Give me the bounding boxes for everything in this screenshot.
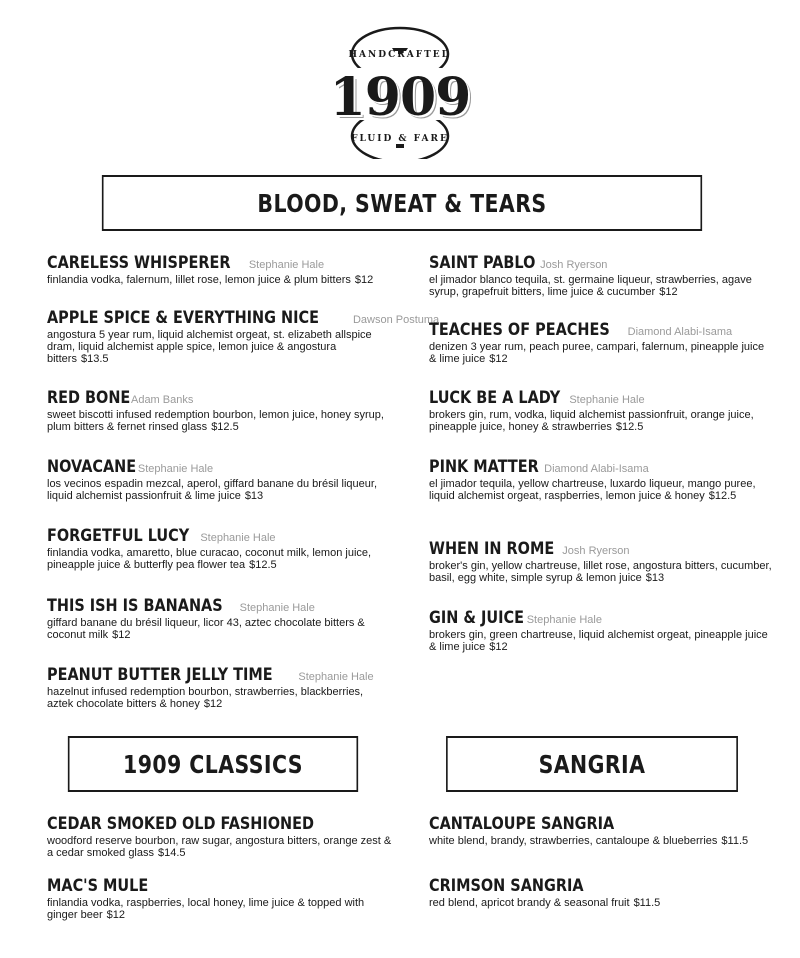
menu-item bbox=[429, 610, 774, 653]
item-desc: sweet biscotti infused redemption bourbon, lemon juice, honey syrup, plum bitters & fernet rinsed glass bbox=[47, 409, 384, 433]
logo-bottom-text: FLUID & FARE bbox=[351, 134, 449, 144]
menu-item bbox=[429, 878, 774, 909]
item-price: $12 bbox=[354, 274, 374, 286]
item-author: Stephanie Hale bbox=[239, 602, 315, 614]
item-price: $13 bbox=[244, 490, 264, 502]
item-author: Stephanie Hale bbox=[569, 394, 645, 406]
item-author: Dawson Postuma bbox=[352, 314, 440, 326]
item-price: $12 bbox=[112, 629, 131, 641]
menu-item bbox=[47, 528, 392, 571]
menu-item bbox=[47, 816, 392, 859]
menu-item bbox=[429, 322, 774, 365]
item-desc: los vecinos espadin mezcal, aperol, giffard banane du brésil liqueur, liquid alchemist passionfruit & lime juice bbox=[47, 478, 377, 502]
item-author: Diamond Alabi-Isama bbox=[627, 326, 733, 338]
menu-item bbox=[429, 816, 774, 847]
item-name: CARELESS WHISPERER bbox=[47, 253, 231, 273]
item-author: Stephanie Hale bbox=[526, 614, 602, 626]
item-author: Diamond Alabi-Isama bbox=[544, 463, 649, 475]
menu-item bbox=[47, 308, 440, 365]
cleaver-icon bbox=[396, 144, 404, 148]
section-banner-sangria bbox=[446, 736, 738, 792]
item-price: $11.5 bbox=[721, 835, 749, 847]
item-author: Stephanie Hale bbox=[200, 532, 276, 544]
item-price: $12 bbox=[203, 698, 223, 710]
menu-item bbox=[429, 390, 774, 433]
item-desc: broker's gin, yellow chartreuse, lillet rose, angostura bitters, cucumber, basil, egg white, simple syrup & lemon juice bbox=[429, 560, 772, 584]
item-desc: finlandia vodka, falernum, lillet rose, lemon juice & plum bitters bbox=[47, 274, 351, 286]
item-desc: denizen 3 year rum, peach puree, campari, falernum, pineapple juice & lime juice bbox=[429, 341, 765, 365]
menu-item bbox=[429, 459, 774, 502]
item-desc: finlandia vodka, raspberries, local honey, lime juice & topped with ginger beer bbox=[47, 897, 365, 921]
menu-item bbox=[47, 390, 392, 433]
menu-item bbox=[47, 667, 392, 710]
item-price: $12.5 bbox=[249, 559, 277, 571]
item-desc: white blend, brandy, strawberries, cantaloupe & blueberries bbox=[429, 835, 718, 847]
item-name: CEDAR SMOKED OLD FASHIONED bbox=[47, 814, 315, 834]
section-title: BLOOD, SWEAT & TEARS bbox=[257, 188, 547, 218]
item-price: $11.5 bbox=[633, 897, 661, 909]
item-desc: angostura 5 year rum, liquid alchemist orgeat, st. elizabeth allspice dram, liquid alchemist apple spice, lemon juice & angostura bitters bbox=[47, 329, 372, 365]
item-name: CRIMSON SANGRIA bbox=[429, 876, 584, 896]
item-price: $12 bbox=[106, 909, 126, 921]
item-desc: woodford reserve bourbon, raw sugar, angostura bitters, orange zest & a cedar smoked glass bbox=[47, 835, 392, 859]
section-banner-classics bbox=[68, 736, 358, 792]
logo-top-text: HANDCRAFTED bbox=[348, 50, 452, 60]
item-price: $12.5 bbox=[708, 490, 737, 502]
item-price: $12 bbox=[489, 641, 508, 653]
item-name: MAC'S MULE bbox=[47, 876, 149, 896]
item-name: WHEN IN ROME bbox=[429, 539, 555, 559]
section-title: 1909 CLASSICS bbox=[123, 749, 303, 779]
menu-item bbox=[47, 878, 392, 921]
item-price: $13.5 bbox=[80, 353, 109, 365]
item-author: Stephanie Hale bbox=[137, 463, 214, 475]
menu-item bbox=[47, 598, 392, 641]
item-price: $12 bbox=[659, 286, 678, 298]
item-desc: red blend, apricot brandy & seasonal fruit bbox=[429, 897, 630, 909]
item-name: LUCK BE A LADY bbox=[429, 388, 561, 408]
item-price: $12.5 bbox=[615, 421, 644, 433]
item-name: RED BONE bbox=[47, 388, 131, 408]
item-desc: el jimador blanco tequila, st. germaine liqueur, strawberries, agave syrup, grapefruit bitters, lime juice & cucumber bbox=[429, 274, 752, 298]
item-name: CANTALOUPE SANGRIA bbox=[429, 814, 615, 834]
logo bbox=[320, 24, 480, 159]
menu-item bbox=[47, 255, 392, 286]
item-name: GIN & JUICE bbox=[429, 608, 524, 628]
item-author: Josh Ryerson bbox=[562, 545, 630, 557]
item-desc: finlandia vodka, amaretto, blue curacao, coconut milk, lemon juice, pineapple juice & butterfly pea flower tea bbox=[47, 547, 372, 571]
item-desc: hazelnut infused redemption bourbon, strawberries, blackberries, aztek chocolate bitters & honey bbox=[47, 686, 364, 710]
item-author: Adam Banks bbox=[130, 394, 194, 406]
item-name: SAINT PABLO bbox=[429, 253, 536, 273]
menu-item bbox=[429, 541, 774, 584]
item-desc: giffard banane du brésil liqueur, licor 43, aztec chocolate bitters & coconut milk bbox=[47, 617, 365, 641]
item-name: PINK MATTER bbox=[429, 457, 539, 477]
item-price: $12.5 bbox=[211, 421, 239, 433]
item-name: APPLE SPICE & EVERYTHING NICE bbox=[47, 308, 319, 328]
item-name: TEACHES OF PEACHES bbox=[429, 320, 610, 340]
item-desc: brokers gin, green chartreuse, liquid alchemist orgeat, pineapple juice & lime juice bbox=[429, 629, 768, 653]
item-author: Stephanie Hale bbox=[298, 671, 374, 683]
item-price: $12 bbox=[489, 353, 508, 365]
item-desc: el jimador tequila, yellow chartreuse, luxardo liqueur, mango puree, liquid alchemist orgeat, raspberries, lemon juice & honey bbox=[429, 478, 756, 502]
menu-item bbox=[429, 255, 774, 298]
item-name: NOVACANE bbox=[47, 457, 137, 477]
item-price: $14.5 bbox=[158, 847, 186, 859]
section-banner-blood bbox=[102, 175, 702, 231]
logo-number: 1909 bbox=[329, 67, 471, 128]
item-author: Josh Ryerson bbox=[540, 259, 608, 271]
item-name: FORGETFUL LUCY bbox=[47, 526, 190, 546]
item-author: Stephanie Hale bbox=[248, 259, 325, 271]
item-name: PEANUT BUTTER JELLY TIME bbox=[47, 665, 273, 685]
item-desc: brokers gin, rum, vodka, liquid alchemist passionfruit, orange juice, pineapple juice, honey & strawberries bbox=[429, 409, 754, 433]
section-title: SANGRIA bbox=[538, 749, 646, 779]
item-price: $13 bbox=[645, 572, 665, 584]
item-name: THIS ISH IS BANANAS bbox=[47, 596, 223, 616]
menu-item bbox=[47, 459, 392, 502]
